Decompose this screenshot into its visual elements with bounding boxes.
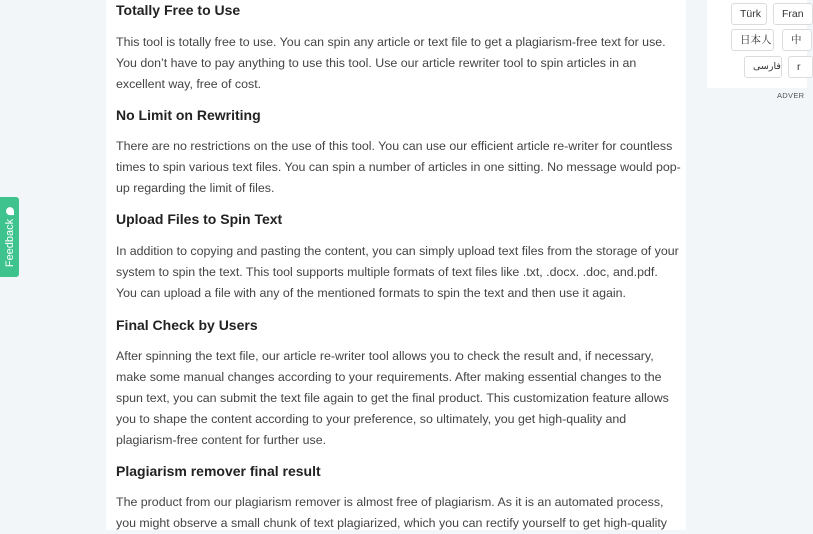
section-heading-free: Totally Free to Use (116, 2, 241, 18)
language-panel (707, 0, 807, 88)
chat-bubble-icon (6, 207, 14, 215)
feedback-button[interactable] (0, 197, 19, 277)
section-text-upload: In addition to copying and pasting the content, you can simply upload text files from the storage of your system to spin the text. This tool supports multiple formats of text files like .txt, .docx. .doc, and.pdf. You can upload a file with any of the mentioned formats to spin the text and then use it again. (116, 244, 679, 300)
language-button-french[interactable]: Fran (773, 3, 813, 25)
section-text-final-check: After spinning the text file, our article re-writer tool allows you to check the result and, if necessary, make some manual changes according to your requirements. After making essential changes to the spun text, you can submit the text file again to get the final product. This customization feature allows you to shape the content according to your preference, so ultimately, you get high-quality and plagiarism-free content for further use. (116, 349, 669, 447)
section-heading-no-limit: No Limit on Rewriting (116, 107, 261, 123)
language-button-chinese[interactable]: 中 (782, 29, 812, 51)
section-heading-final-check: Final Check by Users (116, 317, 258, 333)
advertisement-label: ADVER (777, 91, 805, 100)
language-button-japanese[interactable]: 日本人 (731, 29, 774, 51)
language-button-other[interactable]: r (788, 56, 813, 78)
section-text-no-limit: There are no restrictions on the use of this tool. You can use our efficient article re-writer for countless times to spin various text files. You can spin a number of articles in one sitting. No message would pop-up regarding the limit of files. (116, 139, 681, 195)
article-content (106, 0, 686, 530)
section-text-free: This tool is totally free to use. You can spin any article or text file to get a plagiarism-free text for use. You don’t have to pay anything to use this tool. Use our article rewriter tool to spin articles in an excellent way, free of cost. (116, 35, 666, 91)
section-text-final-result: The product from our plagiarism remover is almost free of plagiarism. As it is an automated process, you might observe a small chunk of text plagiarized, which you can rectify yourself to get high-quality (116, 495, 667, 530)
language-button-persian[interactable]: فارسی (744, 56, 782, 78)
section-heading-upload: Upload Files to Spin Text (116, 211, 283, 227)
feedback-label: Feedback (3, 218, 16, 268)
language-button-turkish[interactable]: Türk (731, 3, 767, 25)
section-heading-final-result: Plagiarism remover final result (116, 463, 321, 479)
